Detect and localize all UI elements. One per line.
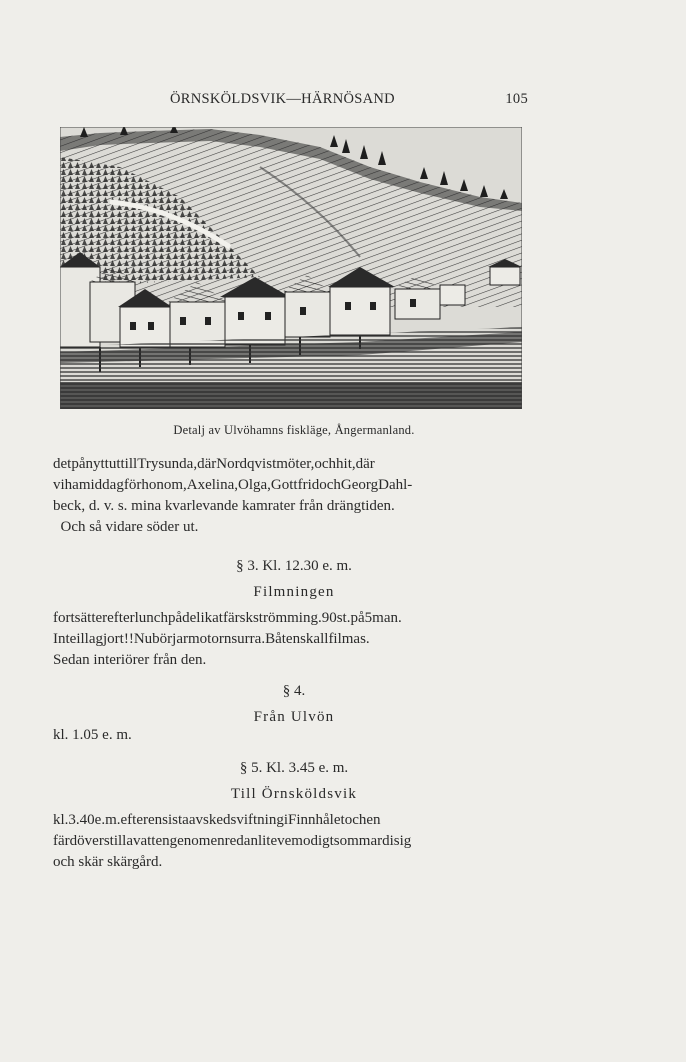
text-line: Sedan interiörer från den. bbox=[53, 652, 207, 668]
section-4-mark: § 4. bbox=[282, 683, 306, 699]
word: st. bbox=[336, 610, 351, 626]
word: redan bbox=[224, 833, 258, 849]
word: 3.40 bbox=[68, 812, 95, 828]
word: stilla bbox=[103, 833, 133, 849]
text-line bbox=[53, 475, 523, 496]
text-line bbox=[53, 454, 523, 475]
word: Båten bbox=[265, 631, 301, 647]
word: e. bbox=[94, 812, 106, 828]
word: ha bbox=[64, 477, 79, 493]
word: ut bbox=[108, 456, 121, 472]
text-line: beck, d. v. s. mina kvarlevande kamrater från drängtiden. bbox=[53, 498, 395, 514]
word: vemodigt bbox=[277, 833, 334, 849]
word: surra. bbox=[231, 631, 266, 647]
word: strömming. bbox=[252, 610, 322, 626]
word: 90 bbox=[321, 610, 337, 626]
word: Inte bbox=[53, 631, 77, 647]
word: lunch bbox=[134, 610, 168, 626]
section-3-mark: § 3. Kl. 12.30 e. m. bbox=[236, 558, 352, 574]
word: Georg bbox=[340, 477, 379, 493]
text-line: Och så vidare söder ut. bbox=[53, 519, 199, 535]
running-title: ÖRNSKÖLDSVIK—HÄRNÖSAND bbox=[170, 91, 395, 107]
word: filmas. bbox=[328, 631, 370, 647]
word: börjar bbox=[152, 631, 188, 647]
word: på bbox=[167, 610, 183, 626]
word: Trysunda, bbox=[137, 456, 198, 472]
word: där bbox=[197, 456, 217, 472]
word: och bbox=[344, 812, 367, 828]
word: en bbox=[366, 812, 381, 828]
word: gjort!! bbox=[95, 631, 134, 647]
section-3-heading: Filmningen bbox=[253, 584, 335, 600]
word: Nu bbox=[133, 631, 153, 647]
word: och bbox=[319, 477, 341, 493]
word: över bbox=[77, 833, 104, 849]
word: genom bbox=[169, 833, 211, 849]
word: Olga, bbox=[238, 477, 271, 493]
word: Nordqvist bbox=[216, 456, 277, 472]
illustration-fishing-village bbox=[60, 127, 522, 409]
paragraph-3 bbox=[53, 810, 523, 873]
section-5-mark: § 5. Kl. 3.45 e. m. bbox=[239, 760, 349, 776]
word: illa bbox=[76, 631, 96, 647]
word: till bbox=[120, 456, 138, 472]
word: det bbox=[53, 456, 72, 472]
text-line bbox=[53, 810, 523, 831]
running-head bbox=[60, 91, 528, 111]
word: Gottfrid bbox=[270, 477, 320, 493]
word: middag bbox=[78, 477, 124, 493]
word: skall bbox=[300, 631, 329, 647]
word: Finnhålet bbox=[288, 812, 345, 828]
word: efter bbox=[120, 812, 148, 828]
word: nytt bbox=[85, 456, 109, 472]
section-4-heading: Från Ulvön bbox=[253, 709, 335, 725]
word: färsk bbox=[222, 610, 253, 626]
word: Axelina, bbox=[186, 477, 238, 493]
word: m. bbox=[105, 812, 121, 828]
word: avskedsviftning bbox=[188, 812, 284, 828]
word: en bbox=[210, 833, 225, 849]
fishing-village-drawing bbox=[60, 127, 522, 409]
word: på bbox=[71, 456, 86, 472]
text-line: och skär skärgård. bbox=[53, 854, 163, 870]
word: på bbox=[350, 610, 365, 626]
word: man. bbox=[372, 610, 402, 626]
word: lite bbox=[257, 833, 278, 849]
word: hit, bbox=[336, 456, 356, 472]
word: en bbox=[148, 812, 163, 828]
word: honom, bbox=[141, 477, 187, 493]
text-line bbox=[53, 608, 523, 629]
word: fortsätter bbox=[53, 610, 108, 626]
word: i bbox=[283, 812, 289, 828]
word: där bbox=[355, 456, 375, 472]
paragraph-2 bbox=[53, 608, 523, 671]
section-4-time: kl. 1.05 e. m. bbox=[53, 727, 132, 743]
word: färd bbox=[53, 833, 78, 849]
text-line bbox=[53, 831, 523, 852]
word: delikat bbox=[182, 610, 223, 626]
word: och bbox=[314, 456, 337, 472]
text-line bbox=[53, 629, 523, 650]
word: Dahl- bbox=[378, 477, 413, 493]
word: möter, bbox=[276, 456, 315, 472]
word: vi bbox=[53, 477, 65, 493]
illustration-caption: Detalj av Ulvöhamns fiskläge, Ångermanland. bbox=[173, 423, 415, 437]
word: efter bbox=[107, 610, 135, 626]
word: motorn bbox=[188, 631, 232, 647]
word: kl. bbox=[53, 812, 69, 828]
page-number: 105 bbox=[505, 91, 528, 107]
word: vatten bbox=[132, 833, 170, 849]
word: sista bbox=[162, 812, 189, 828]
word: för bbox=[123, 477, 142, 493]
paragraph-1 bbox=[53, 454, 523, 538]
section-5-heading: Till Örnsköldsvik bbox=[230, 786, 358, 802]
word: sommardisig bbox=[333, 833, 412, 849]
word: 5 bbox=[364, 610, 373, 626]
